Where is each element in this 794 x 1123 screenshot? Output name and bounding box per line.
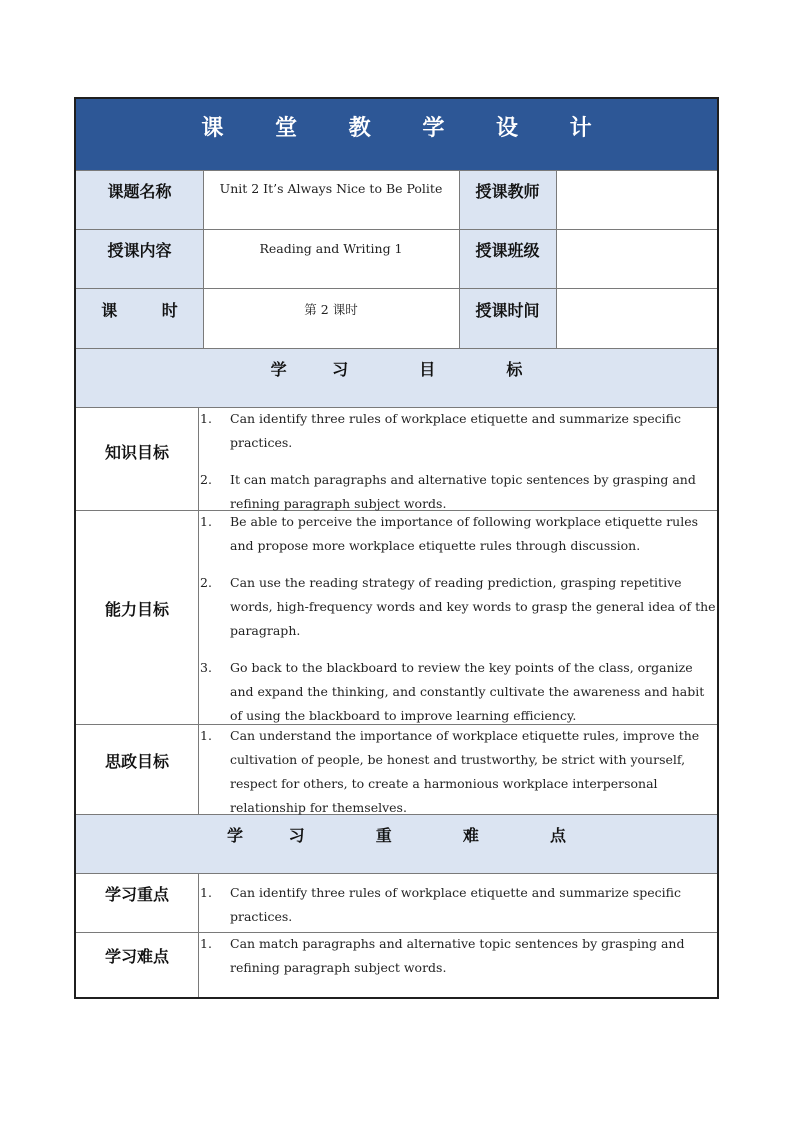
list-item: 2. Can use the reading strategy of reading prediction, grasping repetitive words, high-frequency words and key words to grasp the general idea of the paragraph.: [200, 575, 716, 638]
list-item: 3. Go back to the blackboard to review the key points of the class, organize and expand the thinking, and constantly cultivate the awareness and habit of using the blackboard to improve learning efficiency.: [200, 660, 705, 723]
list-item: 1. Can match paragraphs and alternative topic sentences by grasping and refining paragraph subject words.: [200, 936, 685, 975]
difficulty-list: [200, 932, 717, 993]
content-value: Reading and Writing 1: [259, 241, 403, 256]
time-label: 授课时间: [475, 301, 540, 320]
topic-label: 课题名称: [107, 182, 172, 201]
ideology-label: 思政目标: [104, 752, 169, 771]
class-label: 授课班级: [475, 241, 540, 260]
knowledge-label: 知识目标: [104, 443, 169, 462]
keypoints-heading: 学 习 重 难 点: [227, 826, 586, 845]
page-title: 课 堂 教 学 设 计: [201, 116, 614, 141]
list-item: 2. It can match paragraphs and alternative topic sentences by grasping and refining paragraph subject words.: [200, 472, 696, 511]
list-item: 1. Can identify three rules of workplace etiquette and summarize specific practices.: [200, 411, 681, 450]
topic-value: Unit 2 It’s Always Nice to Be Polite: [219, 181, 443, 196]
difficulty-label: 学习难点: [104, 947, 169, 966]
lesson-plan-table: [74, 97, 719, 999]
focus-label: 学习重点: [104, 885, 169, 904]
ability-list: [200, 510, 717, 741]
period-value: 第 2 课时: [304, 302, 358, 317]
ability-label: 能力目标: [104, 600, 169, 619]
content-label: 授课内容: [107, 241, 172, 260]
list-item: 1. Be able to perceive the importance of following workplace etiquette rules and propose more workplace etiquette rules through discussion.: [200, 514, 699, 553]
period-label: 课 时: [101, 301, 178, 320]
ideology-list: [200, 724, 717, 833]
list-item: 1. Can identify three rules of workplace etiquette and summarize specific practices.: [200, 885, 681, 924]
list-item: 1. Can understand the importance of workplace etiquette rules, improve the cultivation of people, be honest and trustworthy, be strict with yourself, respect for others, to create a harmonious workplace interpersonal relationship for themselves.: [200, 728, 700, 815]
teacher-label: 授课教师: [475, 182, 540, 201]
objectives-heading: 学 习 目 标: [270, 360, 543, 379]
